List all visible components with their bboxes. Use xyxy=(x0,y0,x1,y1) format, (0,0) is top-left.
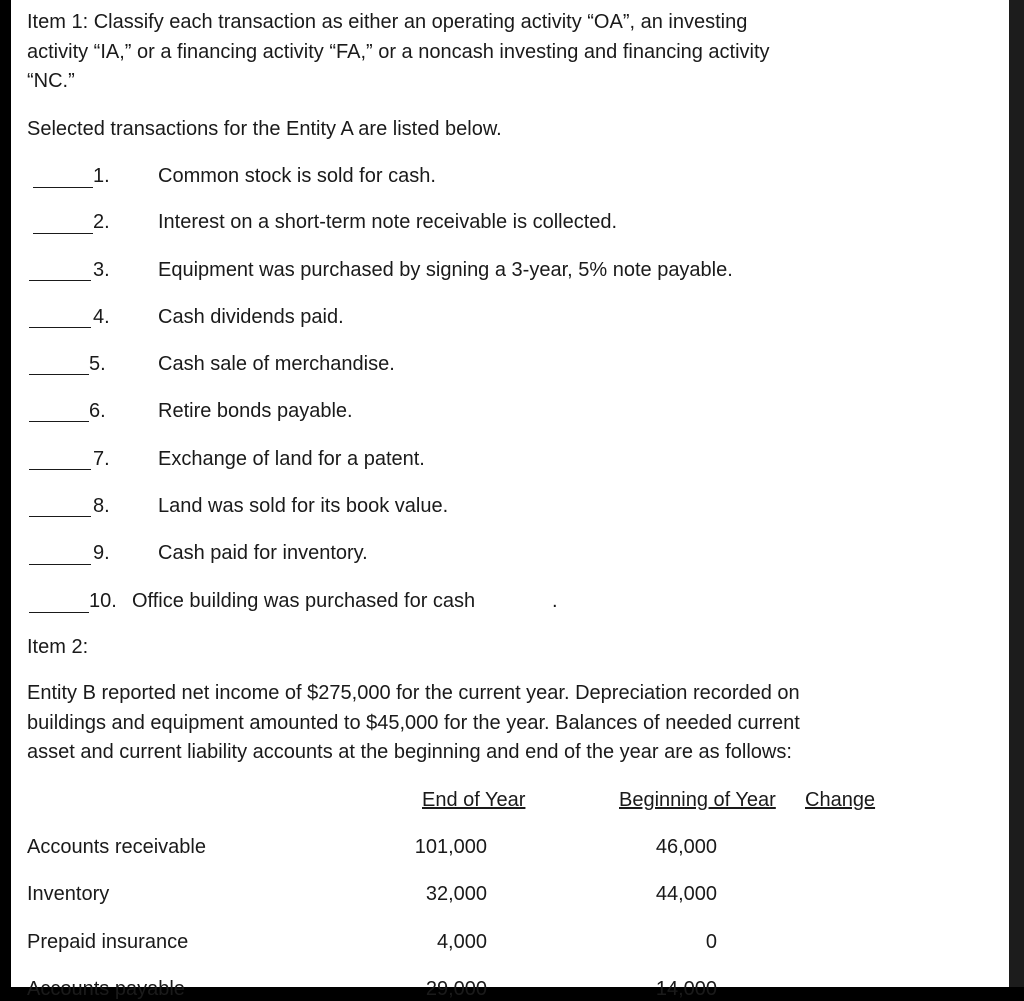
item1-heading-line-3: “NC.” xyxy=(27,70,75,92)
transaction-text: Cash sale of merchandise. xyxy=(158,353,395,375)
transaction-number: 7. xyxy=(93,448,110,470)
transaction-number: 10. xyxy=(89,590,117,612)
beginning-of-year-value: 46,000 xyxy=(655,836,717,858)
row-label: Accounts receivable xyxy=(27,836,206,858)
end-of-year-value: 101,000 xyxy=(414,836,487,858)
row-label: Accounts payable xyxy=(27,978,185,1000)
transaction-text: Equipment was purchased by signing a 3-year, 5% note payable. xyxy=(158,259,733,281)
item2-heading: Item 2: xyxy=(27,636,89,658)
item2-paragraph-line-3: asset and current liability accounts at the beginning and end of the year are as follows: xyxy=(27,741,792,763)
end-of-year-value: 4,000 xyxy=(436,931,487,953)
answer-blank-7[interactable] xyxy=(29,469,91,470)
item1-heading-line-1: Item 1: Classify each transaction as either an operating activity “OA”, an investing xyxy=(27,11,748,33)
answer-blank-4[interactable] xyxy=(29,327,91,328)
beginning-of-year-value: 14,000 xyxy=(655,978,717,1000)
answer-blank-10[interactable] xyxy=(29,612,89,613)
end-of-year-value: 32,000 xyxy=(425,883,487,905)
answer-blank-8[interactable] xyxy=(29,516,91,517)
trailing-period: . xyxy=(552,590,558,612)
answer-blank-5[interactable] xyxy=(29,374,89,375)
transaction-text: Cash paid for inventory. xyxy=(158,542,368,564)
column-header-beginning-of-year: Beginning of Year xyxy=(619,789,776,811)
transaction-number: 8. xyxy=(93,495,110,517)
column-header-end-of-year: End of Year xyxy=(422,789,526,811)
transaction-number: 3. xyxy=(93,259,110,281)
answer-blank-1[interactable] xyxy=(33,187,93,188)
column-header-change: Change xyxy=(805,789,876,811)
transaction-number: 2. xyxy=(93,211,110,233)
transaction-number: 5. xyxy=(89,353,106,375)
document-page xyxy=(11,0,1009,1000)
row-label: Prepaid insurance xyxy=(27,931,189,953)
beginning-of-year-value: 0 xyxy=(705,931,717,953)
answer-blank-9[interactable] xyxy=(29,564,91,565)
item2-paragraph-line-2: buildings and equipment amounted to $45,000 for the year. Balances of needed current xyxy=(27,712,800,734)
item1-intro: Selected transactions for the Entity A are listed below. xyxy=(27,118,502,140)
transaction-text: Retire bonds payable. xyxy=(158,400,353,422)
transaction-text: Common stock is sold for cash. xyxy=(158,165,436,187)
transaction-text: Land was sold for its book value. xyxy=(158,495,449,517)
item2-paragraph-line-1: Entity B reported net income of $275,000 for the current year. Depreciation recorded on xyxy=(27,682,800,704)
answer-blank-3[interactable] xyxy=(29,280,91,281)
item1-heading-line-2: activity “IA,” or a financing activity “FA,” or a noncash investing and financing activity xyxy=(27,41,770,63)
vertical-scrollbar[interactable] xyxy=(1009,0,1024,987)
transaction-number: 6. xyxy=(89,400,106,422)
transaction-text: Exchange of land for a patent. xyxy=(158,448,425,470)
answer-blank-2[interactable] xyxy=(33,233,93,234)
transaction-text: Cash dividends paid. xyxy=(158,306,344,328)
transaction-text: Office building was purchased for cash xyxy=(132,590,476,612)
beginning-of-year-value: 44,000 xyxy=(655,883,717,905)
transaction-text: Interest on a short-term note receivable is collected. xyxy=(158,211,618,233)
transaction-number: 9. xyxy=(93,542,110,564)
transaction-number: 4. xyxy=(93,306,110,328)
end-of-year-value: 29,000 xyxy=(425,978,487,1000)
row-label: Inventory xyxy=(27,883,110,905)
answer-blank-6[interactable] xyxy=(29,421,89,422)
transaction-number: 1. xyxy=(93,165,110,187)
